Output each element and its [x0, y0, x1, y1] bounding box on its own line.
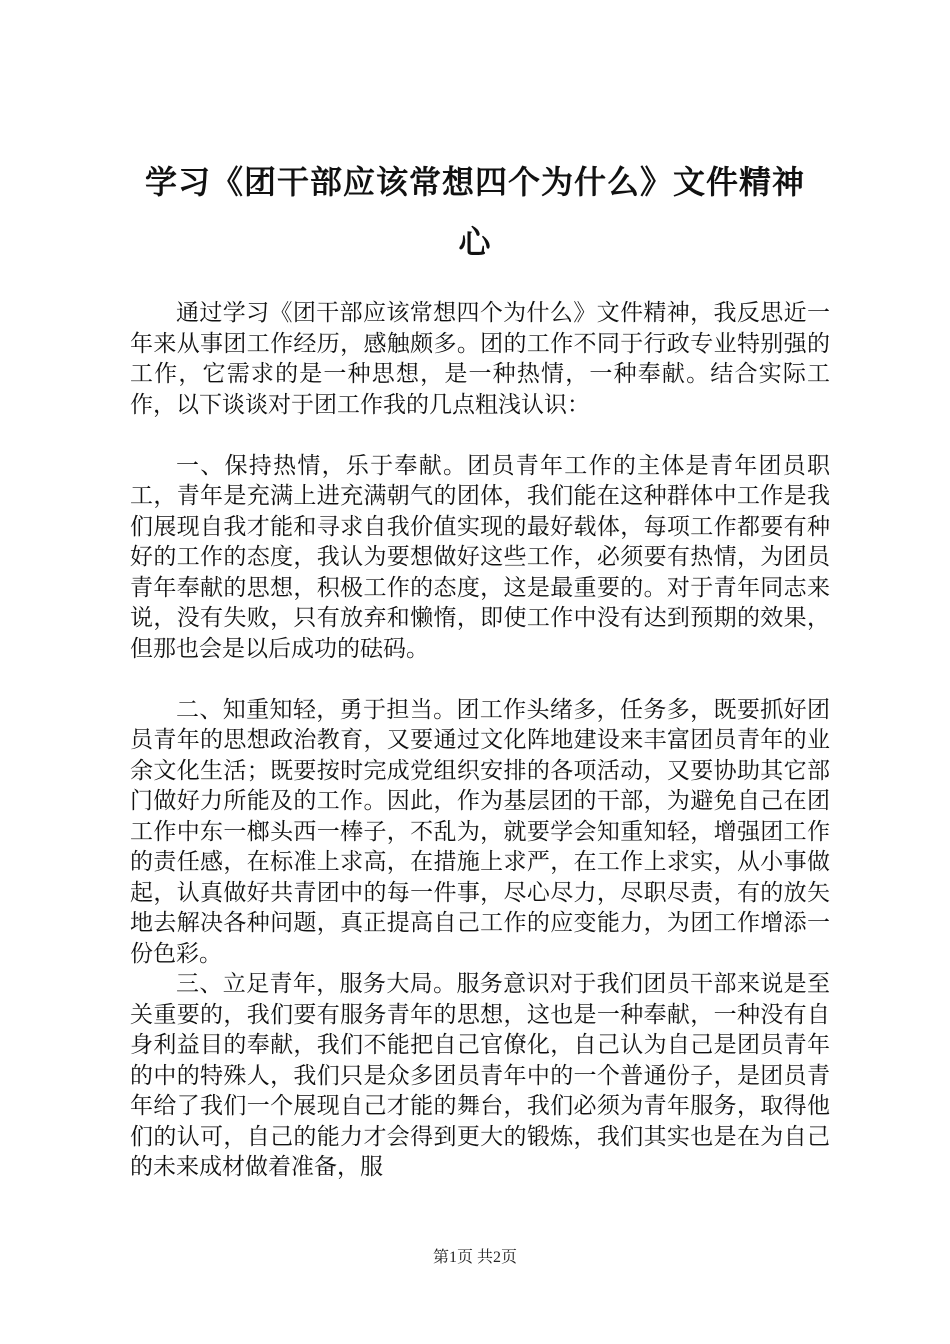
paragraph-intro: 通过学习《团干部应该常想四个为什么》文件精神，我反思近一年来从事团工作经历，感触颇多。团的工作不同于行政专业特别强的工作，它需求的是一种思想，是一种热情，一种奉献。结合实际工作，以下谈谈对于团工作我的几点粗浅认识：	[130, 300, 830, 418]
document-title: 学习《团干部应该常想四个为什么》文件精神	[144, 163, 805, 201]
paragraph-spacer	[130, 664, 830, 695]
paragraph-point-3: 三、立足青年，服务大局。服务意识对于我们团员干部来说是至关重要的，我们要有服务青年的思想，这也是一种奉献，一种没有自身利益目的奉献，我们不能把自己官僚化，自己认为自己是团员青年的中的特殊人，我们只是众多团员青年中的一个普通份子，是团员青年给了我们一个展现自己才能的舞台，我们必须为青年服务，取得他们的认可，自己的能力才会得到更大的锻炼，我们其实也是在为自己的未来成材做着准备，服	[130, 971, 830, 1180]
paragraph-point-2: 二、知重知轻，勇于担当。团工作头绪多，任务多，既要抓好团员青年的思想政治教育，又要通过文化阵地建设来丰富团员青年的业余文化生活；既要按时完成党组织安排的各项活动，又要协助其它部门做好力所能及的工作。因此，作为基层团的干部，为避免自己在团工作中东一榔头西一棒子，不乱为，就要学会知重知轻，增强团工作的责任感，在标准上求高，在措施上求严，在工作上求实，从小事做起，认真做好共青团中的每一件事，尽心尽力，尽职尽责，有的放矢地去解决各种问题，真正提高自己工作的应变能力，为团工作增添一份色彩。	[130, 696, 830, 967]
paragraph-point-1: 一、保持热情，乐于奉献。团员青年工作的主体是青年团员职工，青年是充满上进充满朝气的团体，我们能在这种群体中工作是我们展现自我才能和寻求自我价值实现的最好载体，每项工作都要有种好的工作的态度，我认为要想做好这些工作，必须要有热情，为团员青年奉献的思想，积极工作的态度，这是最重要的。对于青年同志来说，没有失败，只有放弃和懒惰，即使工作中没有达到预期的效果，但那也会是以后成功的砝码。	[130, 452, 830, 662]
page-number-footer: 第1页 共2页	[432, 1249, 517, 1266]
document-title-continuation: 心	[458, 223, 492, 261]
document-body	[130, 298, 830, 1183]
paragraph-spacer	[130, 420, 830, 451]
